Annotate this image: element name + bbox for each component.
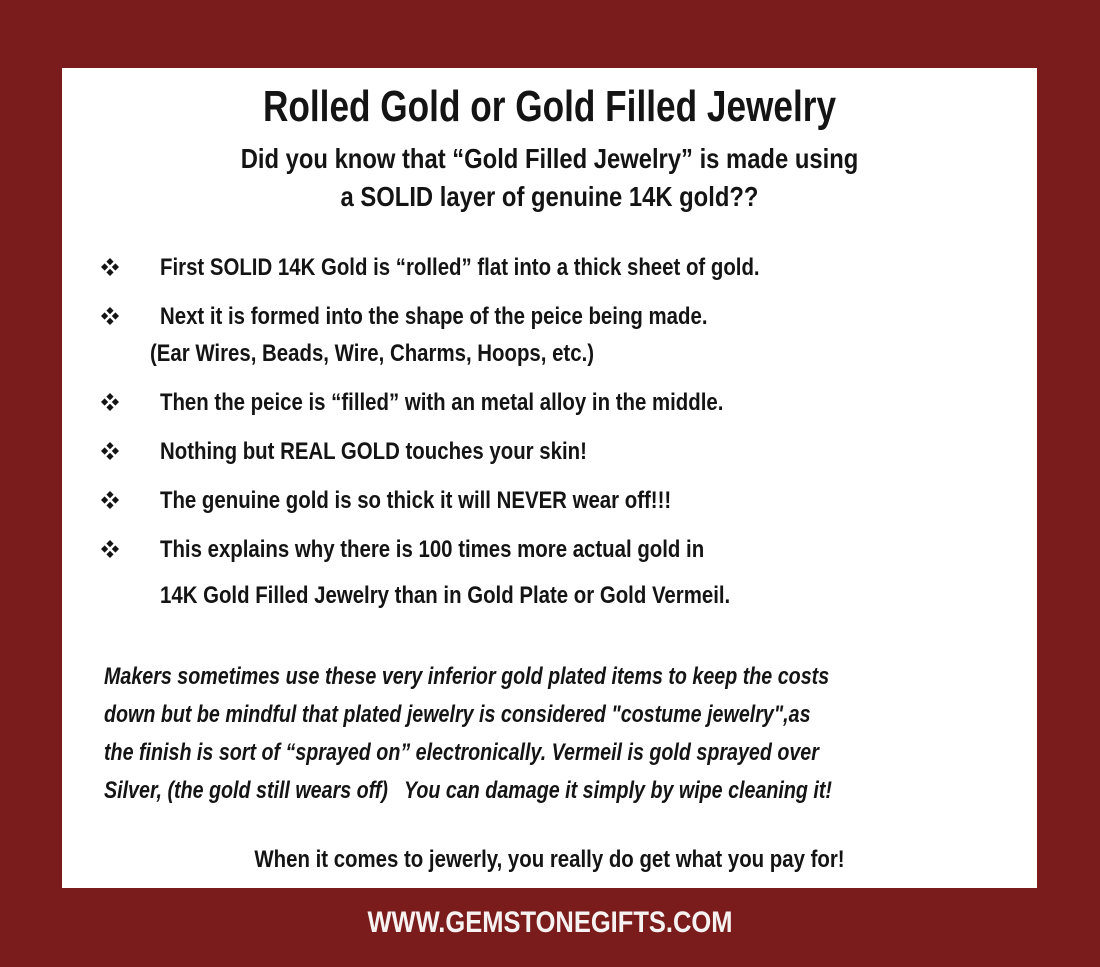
subtitle-line: a SOLID layer of genuine 14K gold?? <box>340 181 759 212</box>
four-diamond-bullet-icon <box>100 490 120 510</box>
bullet-line: First SOLID 14K Gold is “rolled” flat into a thick sheet of gold. <box>160 254 760 281</box>
bullet-text <box>160 384 823 421</box>
bullet-list <box>62 249 1037 614</box>
bullet-line: Then the peice is “filled” with an metal alloy in the middle. <box>160 389 724 416</box>
bullet-text <box>160 531 831 614</box>
bullet-line: Nothing but REAL GOLD touches your skin! <box>160 438 587 465</box>
four-diamond-bullet-icon <box>100 306 120 326</box>
note-paragraph <box>104 658 1037 810</box>
bullet-item <box>100 433 1037 470</box>
bullet-line: The genuine gold is so thick it will NEVER wear off!!! <box>160 487 672 514</box>
four-diamond-bullet-icon <box>100 539 120 559</box>
website-footer: WWW.GEMSTONEGIFTS.COM <box>367 906 733 939</box>
note-line: the finish is sort of “sprayed on” electronically. Vermeil is gold sprayed over <box>104 739 819 766</box>
note-line: Makers sometimes use these very inferior gold plated items to keep the costs <box>104 663 830 690</box>
bullet-line: 14K Gold Filled Jewelry than in Gold Plate or Gold Vermeil. <box>160 582 731 609</box>
four-diamond-bullet-icon <box>100 392 120 412</box>
closing-line: When it comes to jewerly, you really do get what you pay for! <box>254 846 845 873</box>
bullet-text <box>160 482 761 519</box>
bullet-item <box>100 531 1037 614</box>
bullet-text <box>150 298 804 372</box>
bullet-text <box>160 249 865 286</box>
note-line: Silver, (the gold still wears off) You can damage it simply by wipe cleaning it! <box>104 777 832 804</box>
bullet-text <box>160 433 662 470</box>
bullet-item <box>100 482 1037 519</box>
bullet-line: This explains why there is 100 times more actual gold in <box>160 536 705 563</box>
subtitle-line: Did you know that “Gold Filled Jewelry” is made using <box>240 143 859 174</box>
four-diamond-bullet-icon <box>100 441 120 461</box>
info-card <box>62 68 1037 888</box>
bullet-line: (Ear Wires, Beads, Wire, Charms, Hoops, etc.) <box>150 340 595 367</box>
bullet-line: Next it is formed into the shape of the peice being made. <box>160 303 708 330</box>
note-line: down but be mindful that plated jewelry is considered "costume jewelry",as <box>104 701 811 728</box>
four-diamond-bullet-icon <box>100 257 120 277</box>
bullet-item <box>100 298 1037 372</box>
flyer-subtitle <box>62 140 1037 216</box>
bullet-item <box>100 249 1037 286</box>
flyer-title: Rolled Gold or Gold Filled Jewelry <box>262 82 837 131</box>
bullet-item <box>100 384 1037 421</box>
